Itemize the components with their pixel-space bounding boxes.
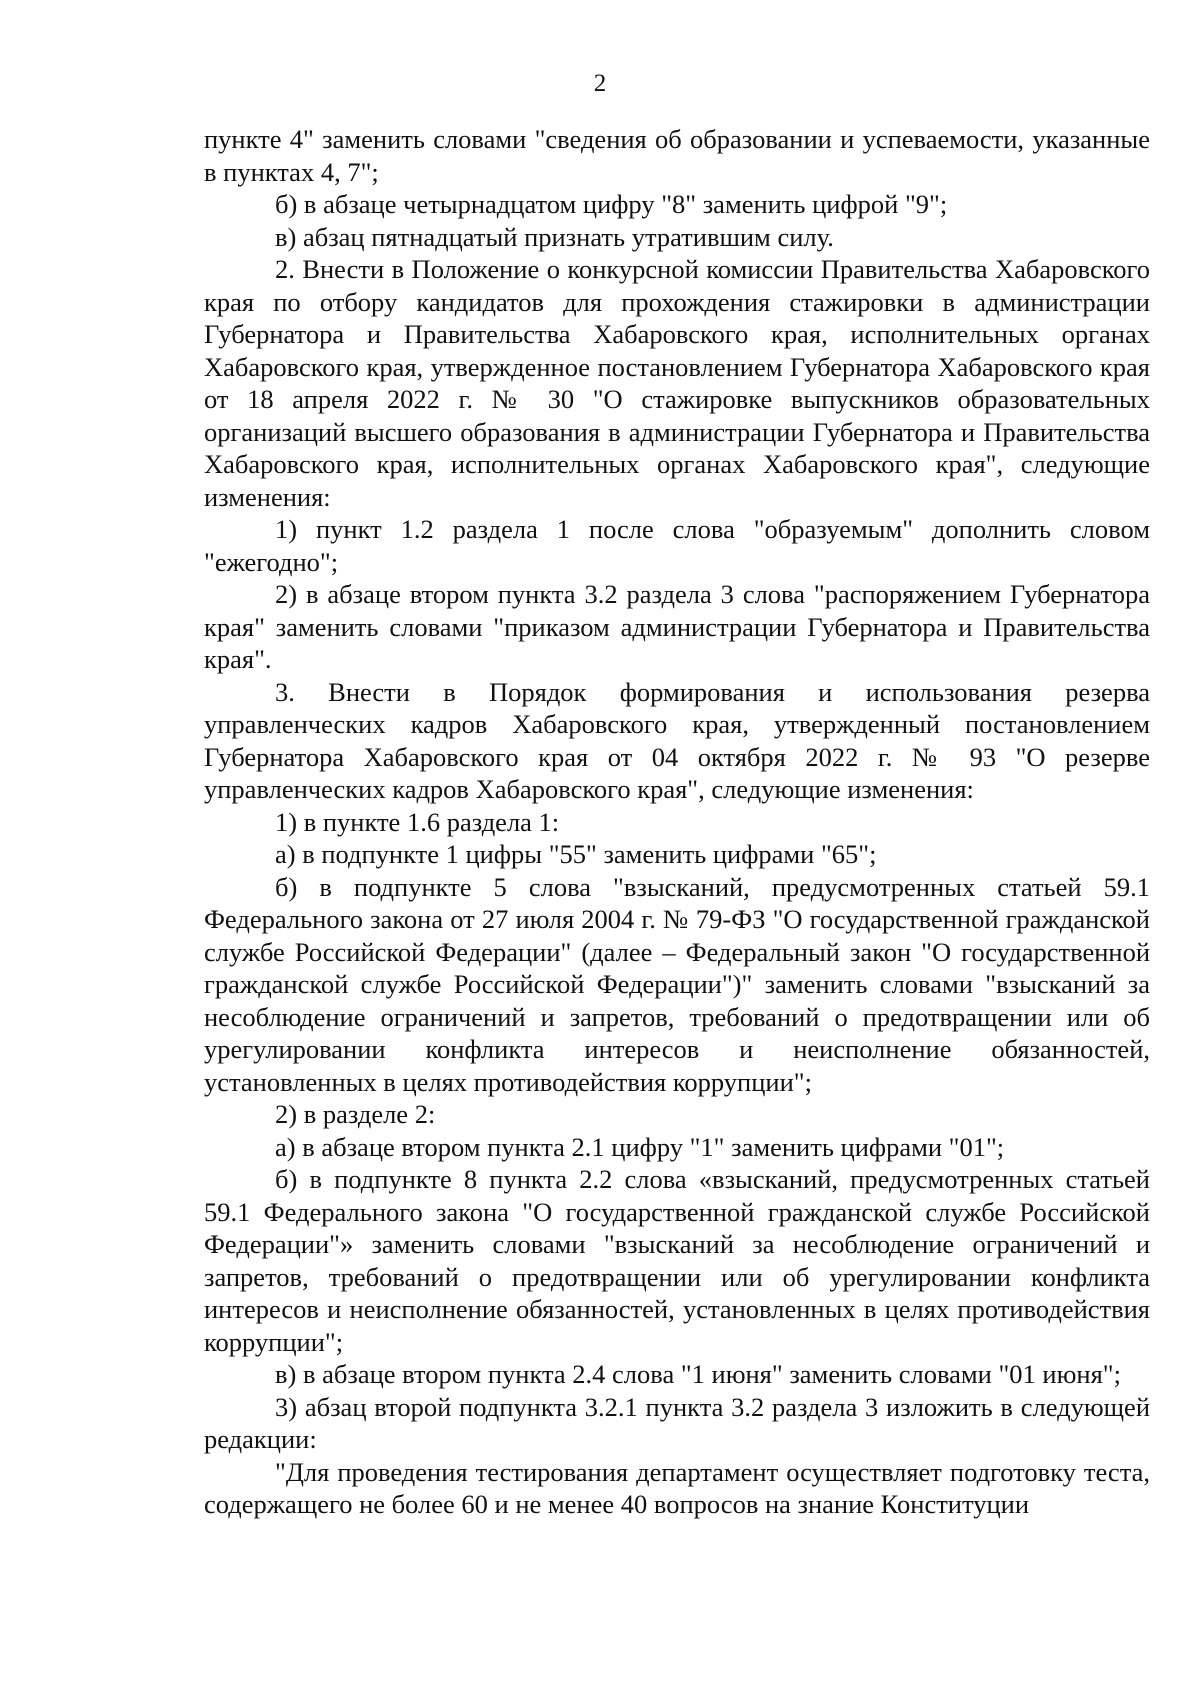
paragraph: 1) в пункте 1.6 раздела 1: — [275, 806, 560, 837]
paragraph: б) в подпункте 5 слова "взысканий, предусмотренных статьей 59.1 Федерального закона от 27 июля 2004 г. № 79-ФЗ "О государственной гражданской службе Российской Федерации" (далее – Федеральный закон "О государственной гражданской службе Российской Федерации")" заменить словами "взысканий за несоблюдение ограничений и запретов, требований о предотвращении или об урегулировании конфликта интересов и неисполнение обязанностей, установленных в целях противодействия коррупции"; — [204, 871, 1150, 1097]
paragraph: пункте 4" заменить словами "сведения об образовании и успеваемости, указанные в пунктах 4, 7"; — [204, 124, 1150, 187]
paragraph: в) в абзаце втором пункта 2.4 слова "1 июня" заменить словами "01 июня"; — [275, 1359, 1121, 1389]
document-body — [204, 123, 1150, 1521]
paragraph: а) в абзаце втором пункта 2.1 цифру "1" заменить цифрами "01"; — [275, 1131, 1005, 1162]
paragraph: 2) в абзаце втором пункта 3.2 раздела 3 слова "распоряжением Губернатора края" заменить словами "приказом администрации Губернатора и Правительства края". — [204, 579, 1150, 674]
paragraph: 2. Внести в Положение о конкурсной комиссии Правительства Хабаровского края по отбору кандидатов для прохождения стажировки в администрации Губернатора и Правительства Хабаровского края, исполнительных органах Хабаровского края, утвержденное постановлением Губернатора Хабаровского края от 18 апреля 2022 г. № 30 "О стажировке выпускников образовательных организаций высшего образования в администрации Губернатора и Правительства Хабаровского края, исполнительных органах Хабаровского края", следующие изменения: — [204, 254, 1150, 512]
paragraph: 2) в разделе 2: — [275, 1099, 436, 1129]
paragraph: "Для проведения тестирования департамент осуществляет подготовку теста, содержащего не более 60 и не менее 40 вопросов на знание Конституции — [204, 1456, 1150, 1519]
paragraph: в) абзац пятнадцатый признать утратившим силу. — [275, 221, 834, 252]
paragraph: 3. Внести в Порядок формирования и использования резерва управленческих кадров Хабаровского края, утвержденный постановлением Губернатора Хабаровского края от 04 октября 2022 г. № 93 "О резерве управленческих кадров Хабаровского края", следующие изменения: — [204, 676, 1150, 804]
paragraph: 1) пункт 1.2 раздела 1 после слова "образуемым" дополнить словом "ежегодно"; — [204, 514, 1150, 577]
page-number: 2 — [593, 70, 607, 97]
paragraph: б) в абзаце четырнадцатом цифру "8" заменить цифрой "9"; — [275, 189, 948, 219]
paragraph: а) в подпункте 1 цифры "55" заменить цифрами "65"; — [275, 839, 877, 869]
paragraph: 3) абзац второй подпункта 3.2.1 пункта 3.2 раздела 3 изложить в следующей редакции: — [204, 1391, 1150, 1454]
paragraph: б) в подпункте 8 пункта 2.2 слова «взысканий, предусмотренных статьей 59.1 Федерального закона "О государственной гражданской службе Российской Федерации"» заменить словами "взысканий за несоблюдение ограничений и запретов, требований о предотвращении или об урегулировании конфликта интересов и неисполнение обязанностей, установленных в целях противодействия коррупции"; — [204, 1164, 1150, 1357]
